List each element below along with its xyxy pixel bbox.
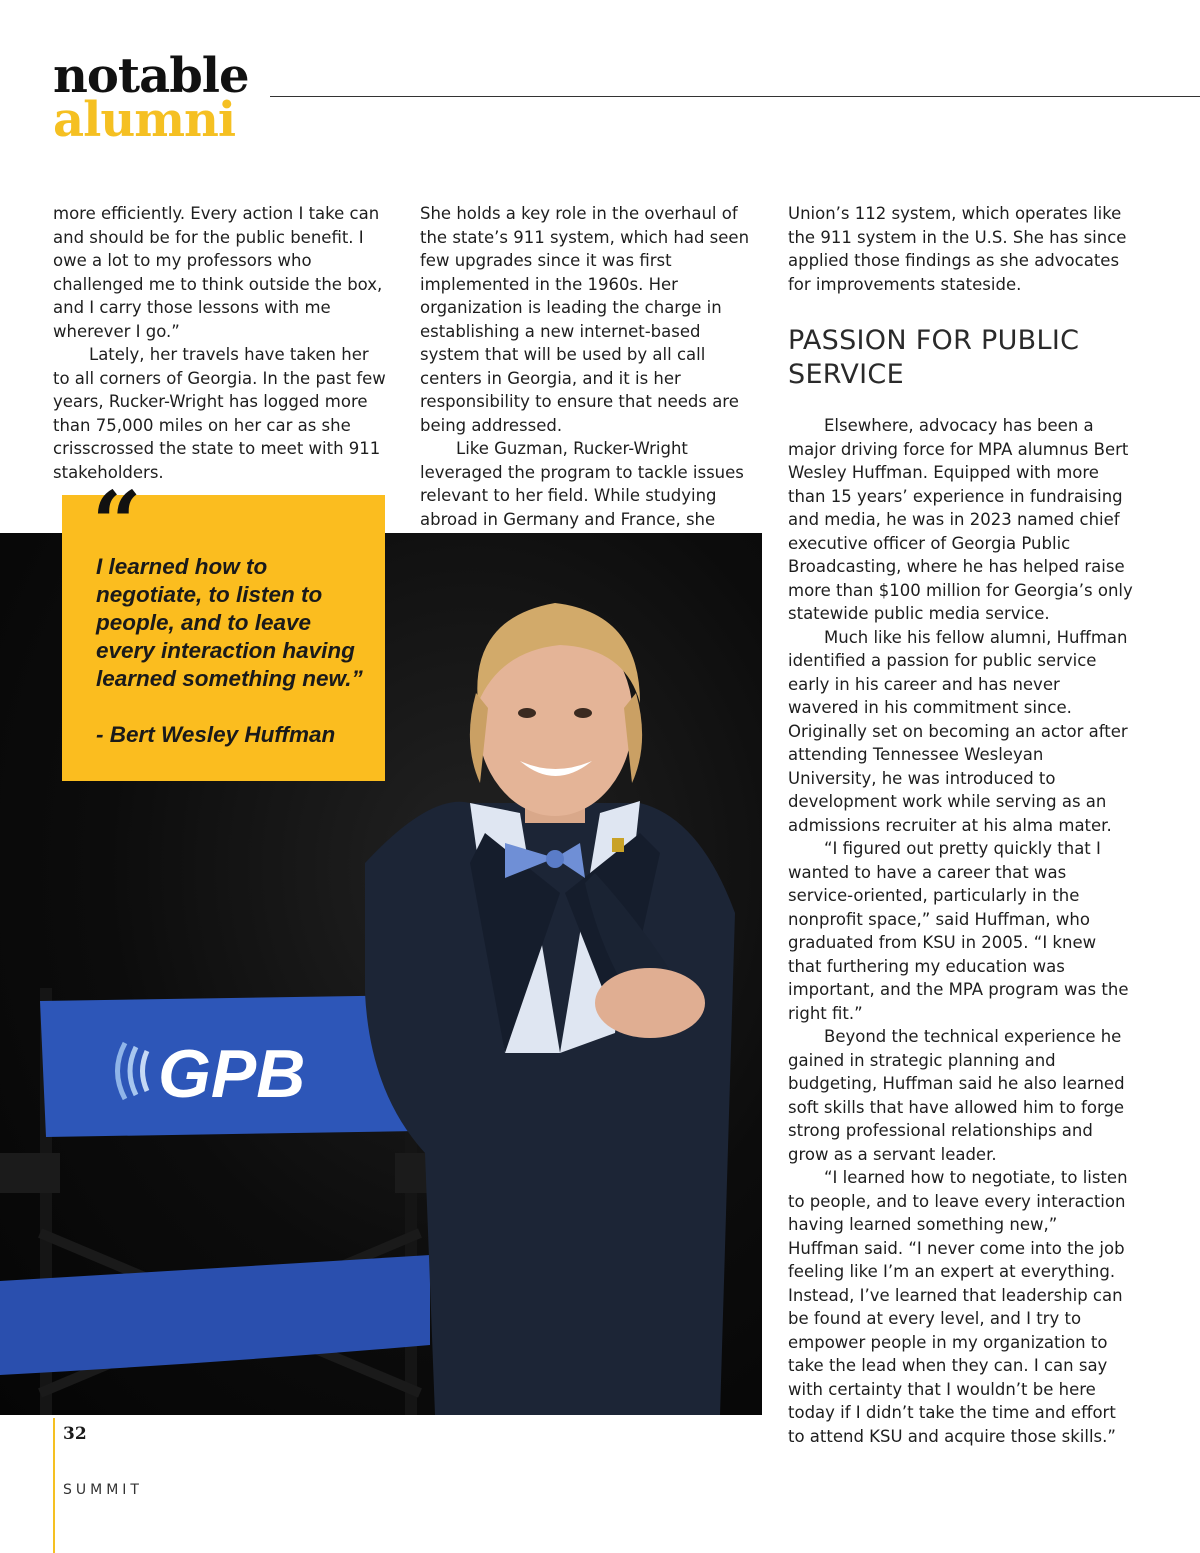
pull-quote-box	[62, 473, 385, 781]
paragraph: Elsewhere, advocacy has been a major driving force for MPA alumnus Bert Wesley Huffman. Equipped with more than 15 years’ experience in fundraising and media, he was in 2023 named chief executive officer of Georgia Public Broadcasting, where he has helped raise more than $100 million for Georgia’s only statewide public media service.	[788, 416, 1133, 623]
paragraph: “I learned how to negotiate, to listen to people, and to leave every interaction having learned something new,” Huffman said. “I never come into the job feeling like I’m an expert at everything. Instead, I’ve learned that leadership can be found at every level, and I try to empower people in my organization to take the lead when they can. I can say with certainty that I wouldn’t be here today if I didn’t take the time and effort to attend KSU and acquire those skills.”	[788, 1168, 1128, 1446]
section-title-notable: notable	[53, 48, 249, 104]
section-title-alumni: alumni	[53, 92, 236, 148]
paragraph: more efficiently. Every action I take can and should be for the public benefit. I owe a lot to my professors who challenged me to think outside the box, and I carry those lessons with me wherever I go.”	[53, 204, 383, 341]
article-column-1	[53, 202, 388, 484]
paragraph: She holds a key role in the overhaul of the state’s 911 system, which had seen few upgrades since it was first implemented in the 1960s. Her organization is leading the charge in establishing a new internet-based system that will be used by all call centers in Georgia, and it is her responsibility to ensure that needs are being addressed.	[420, 204, 750, 435]
paragraph: Much like his fellow alumni, Huffman identified a passion for public service early in his career and has never wavered in his commitment since. Originally set on becoming an actor after attending Tennessee Wesleyan University, he was introduced to development work while serving as an admissions recruiter at his alma mater.	[788, 627, 1128, 835]
paragraph: Union’s 112 system, which operates like the 911 system in the U.S. She has since applied those findings as she advocates for improvements stateside.	[788, 204, 1127, 294]
section-heading: PASSION FOR PUBLIC SERVICE	[788, 325, 1080, 390]
header-rule	[270, 96, 1200, 97]
chair-logo-text: GPB	[158, 1036, 306, 1112]
page-number: 32	[63, 1424, 87, 1444]
pull-quote-text: I learned how to negotiate, to listen to people, and to leave every interaction having learned something new.”	[96, 554, 363, 691]
paragraph: Like Guzman, Rucker-Wright leveraged the program to tackle issues relevant to her field. While studying abroad in Germany and France, she	[420, 439, 744, 529]
quote-mark-icon: “	[92, 473, 142, 574]
directors-chair	[0, 988, 435, 1415]
paragraph: Beyond the technical experience he gained in strategic planning and budgeting, Huffman said he also learned soft skills that have allowed him to forge strong professional relationships and grow as a servant leader.	[788, 1027, 1125, 1164]
magazine-name: SUMMIT	[63, 1482, 143, 1498]
pull-quote-attribution: - Bert Wesley Huffman	[96, 722, 336, 747]
article-column-2	[420, 202, 760, 578]
footer-accent-bar	[53, 1418, 55, 1553]
article-column-3	[788, 202, 1133, 1448]
paragraph: “I figured out pretty quickly that I wanted to have a career that was service-oriented, particularly in the nonprofit space,” said Huffman, who graduated from KSU in 2005. “I knew that furthering my education was important, and the MPA program was the right fit.”	[788, 839, 1129, 1023]
paragraph: Lately, her travels have taken her to all corners of Georgia. In the past few years, Rucker-Wright has logged more than 75,000 miles on her car as she crisscrossed the state to meet with 911 stakeholders.	[53, 345, 386, 482]
